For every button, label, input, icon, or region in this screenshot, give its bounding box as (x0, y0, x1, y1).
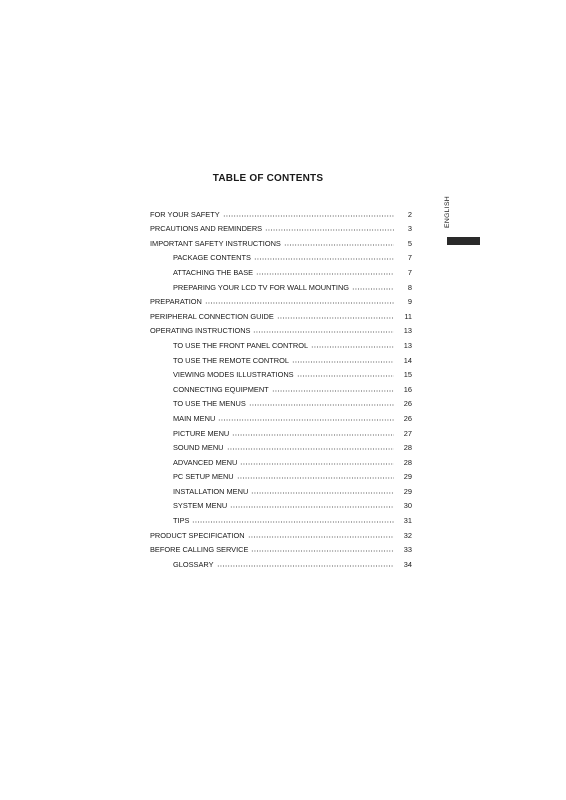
toc-entry-title: CONNECTING EQUIPMENT (173, 384, 269, 394)
toc-entry (150, 262, 412, 277)
dot-leader (237, 477, 394, 479)
toc-entry (150, 277, 412, 292)
dot-leader (292, 361, 394, 363)
toc-entry (150, 394, 412, 409)
toc-entry-page-number: 7 (407, 253, 412, 263)
toc-entry-page-number: 9 (407, 297, 412, 307)
toc-entry-title: ATTACHING THE BASE (173, 267, 254, 277)
toc-entry-page-number: 2 (407, 209, 412, 219)
toc-entry-title: TO USE THE FRONT PANEL CONTROL (173, 340, 309, 350)
dot-leader (277, 317, 394, 319)
toc-entry-title: MAIN MENU (173, 413, 216, 423)
page-title: TABLE OF CONTENTS (212, 173, 324, 184)
dot-leader (272, 390, 394, 392)
toc-entry-page-number: 14 (403, 355, 412, 365)
dot-leader (218, 419, 394, 421)
toc-entry-title: BEFORE CALLING SERVICE (150, 545, 249, 555)
dot-leader (254, 258, 394, 260)
toc-entry-title: PREPARATION (150, 297, 202, 307)
toc-entry-page-number: 30 (403, 501, 412, 511)
toc-entry (150, 365, 412, 380)
toc-entry-title: INSTALLATION MENU (173, 486, 249, 496)
dot-leader (227, 448, 394, 450)
dot-leader (217, 565, 394, 567)
dot-leader (352, 288, 394, 290)
toc-entry-page-number: 13 (403, 326, 412, 336)
toc-entry-title: PERIPHERAL CONNECTION GUIDE (150, 311, 274, 321)
toc-entry-title: VIEWING MODES ILLUSTRATIONS (173, 370, 294, 380)
dot-leader (251, 550, 394, 552)
dot-leader (192, 521, 394, 523)
language-tab-label: ENGLISH (444, 196, 451, 228)
toc-entry-page-number: 32 (403, 530, 412, 540)
toc-entry-page-number: 31 (403, 516, 412, 526)
dot-leader (249, 404, 394, 406)
toc-entry-page-number: 29 (403, 472, 412, 482)
toc-entry-page-number: 26 (403, 413, 412, 423)
dot-leader (223, 215, 394, 217)
toc-entry-title: PREPARING YOUR LCD TV FOR WALL MOUNTING (173, 282, 350, 292)
toc-entry (150, 467, 412, 482)
toc-entry-title: ADVANCED MENU (173, 457, 238, 467)
toc-entry (150, 408, 412, 423)
toc-entry-title: PACKAGE CONTENTS (173, 253, 251, 263)
dot-leader (297, 375, 394, 377)
language-tab-marker (447, 237, 480, 245)
toc-entry (150, 496, 412, 511)
toc-entry-title: PICTURE MENU (173, 428, 230, 438)
dot-leader (256, 273, 394, 275)
toc-entry (150, 335, 412, 350)
toc-entry-page-number: 13 (403, 340, 412, 350)
toc-entry (150, 452, 412, 467)
toc-entry (150, 379, 412, 394)
toc-entry-page-number: 28 (403, 457, 412, 467)
toc-entry-title: FOR YOUR SAFETY (150, 209, 220, 219)
toc-entry-title: PC SETUP MENU (173, 472, 234, 482)
toc-entry-title: TO USE THE MENUS (173, 399, 246, 409)
toc-entry-page-number: 28 (403, 443, 412, 453)
dot-leader (240, 463, 394, 465)
toc-entry-title: IMPORTANT SAFETY INSTRUCTIONS (150, 238, 281, 248)
toc-entry (150, 438, 412, 453)
toc-entry-page-number: 7 (407, 267, 412, 277)
toc-entry (150, 233, 412, 248)
toc-entry (150, 292, 412, 307)
toc-entry-page-number: 15 (403, 370, 412, 380)
toc-entry (150, 204, 412, 219)
toc-entry-page-number: 26 (403, 399, 412, 409)
toc-entry (150, 219, 412, 234)
toc-entry-title: TIPS (173, 516, 190, 526)
toc-entry-page-number: 33 (403, 545, 412, 555)
toc-entry-page-number: 3 (407, 224, 412, 234)
toc-entry-title: SYSTEM MENU (173, 501, 228, 511)
table-of-contents (150, 204, 412, 569)
toc-entry-title: OPERATING INSTRUCTIONS (150, 326, 251, 336)
toc-entry-page-number: 8 (407, 282, 412, 292)
dot-leader (205, 302, 394, 304)
dot-leader (232, 434, 394, 436)
toc-entry (150, 525, 412, 540)
toc-entry-title: TO USE THE REMOTE CONTROL (173, 355, 289, 365)
toc-entry (150, 481, 412, 496)
toc-entry (150, 554, 412, 569)
toc-entry-title: GLOSSARY (173, 559, 214, 569)
toc-entry-page-number: 11 (404, 311, 412, 321)
dot-leader (248, 536, 394, 538)
toc-entry (150, 350, 412, 365)
toc-entry-page-number: 16 (403, 384, 412, 394)
toc-entry-title: PRCAUTIONS AND REMINDERS (150, 224, 263, 234)
toc-entry-page-number: 29 (403, 486, 412, 496)
dot-leader (230, 506, 394, 508)
toc-entry (150, 306, 412, 321)
toc-entry (150, 423, 412, 438)
toc-entry-page-number: 34 (403, 559, 412, 569)
dot-leader (311, 346, 394, 348)
toc-entry (150, 540, 412, 555)
dot-leader (284, 244, 394, 246)
dot-leader (265, 229, 394, 231)
toc-entry-page-number: 5 (407, 238, 412, 248)
dot-leader (251, 492, 394, 494)
toc-entry-page-number: 27 (403, 428, 412, 438)
toc-entry (150, 321, 412, 336)
dot-leader (253, 331, 394, 333)
toc-entry (150, 248, 412, 263)
toc-entry (150, 510, 412, 525)
toc-entry-title: SOUND MENU (173, 443, 224, 453)
toc-entry-title: PRODUCT SPECIFICATION (150, 530, 245, 540)
